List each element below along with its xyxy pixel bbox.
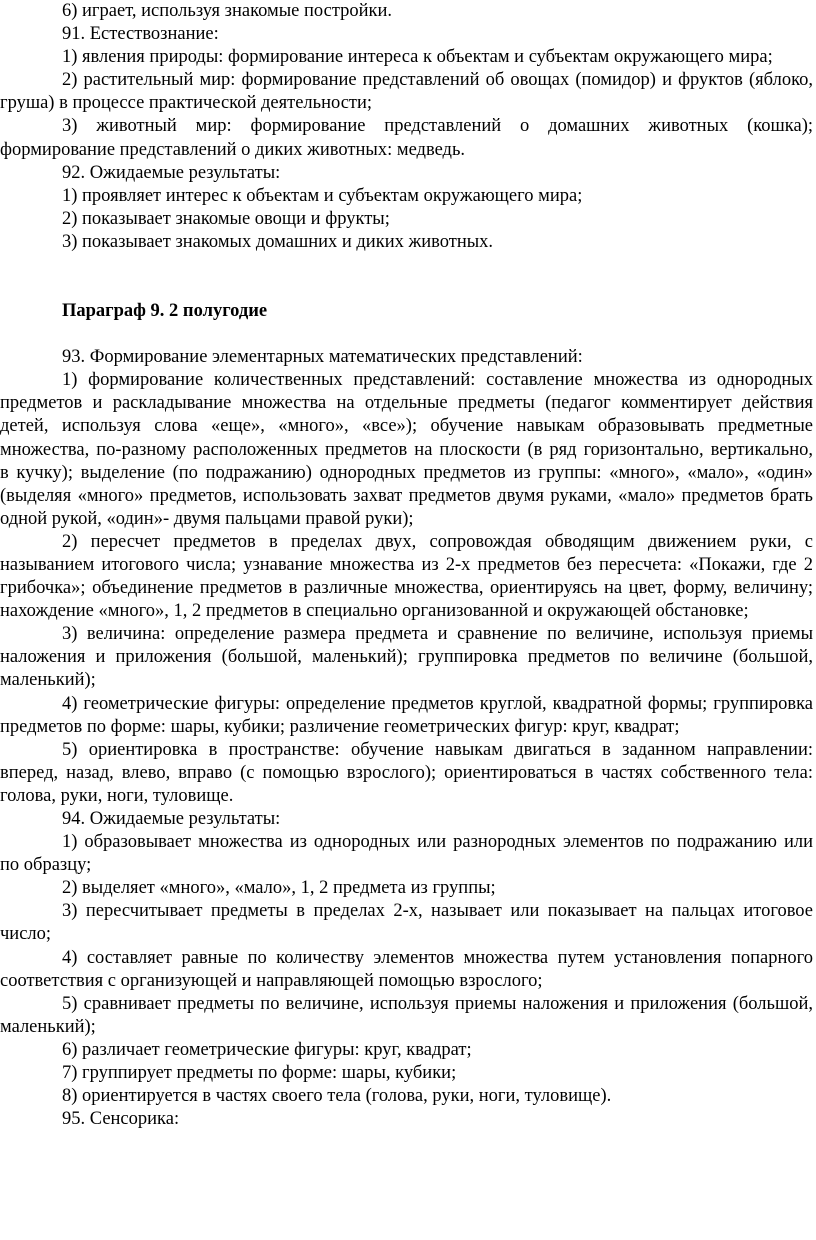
paragraph-94-title: 94. Ожидаемые результаты: (62, 809, 281, 829)
paragraph-94-item-7: 7) группирует предметы по форме: шары, кубики; (62, 1063, 457, 1084)
paragraph-93-item-1-part-2: в кучку); выделение (по подражанию) однородных предметов из группы: «много», «мало», «один» (выделяя «много» предметов, использовать захват предметов двумя руками, «мало» предметов брать одной рукой, «один»- двумя пальцами правой руки); (0, 462, 813, 529)
paragraph-94-item-8: 8) ориентируется в частях своего тела (голова, руки, ноги, туловище). (62, 1086, 612, 1107)
spacer (0, 254, 813, 300)
paragraph-94-item-3: 3) пересчитывает предметы в пределах 2-х, называет или показывает на пальцах итоговое число; (0, 901, 813, 945)
paragraph-92-item-1: 1) проявляет интерес к объектам и субъектам окружающего мира; (62, 185, 583, 206)
paragraph-91-item-3: 3) животный мир: формирование представлений о домашних животных (кошка); формирование представлений о диких животных: медведь. (0, 116, 813, 160)
paragraph-93-item-3: 3) величина: определение размера предмета и сравнение по величине, используя приемы наложения и приложения (большой, маленький); группировка предметов по величине (большой, маленький); (0, 624, 813, 691)
paragraph-94-item-6: 6) различает геометрические фигуры: круг, квадрат; (62, 1039, 472, 1060)
paragraph-94-item-4: 4) составляет равные по количеству элементов множества путем установления попарного соответствия с организующей и направляющей помощью взрослого; (0, 947, 813, 991)
paragraph-93-item-5: 5) ориентировка в пространстве: обучение навыкам двигаться в заданном направлении: вперед, назад, влево, вправо (с помощью взрослого); ориентироваться в частях собственного тела: голова, руки, ноги, туловище. (0, 739, 813, 806)
paragraph-91-item-2: 2) растительный мир: формирование представлений об овощах (помидор) и фруктов (яблоко, груша) в процессе практической деятельности; (0, 70, 813, 114)
paragraph-92-title: 92. Ожидаемые результаты: (62, 162, 281, 183)
paragraph-95-title: 95. Сенсорика: (62, 1109, 180, 1130)
paragraph-92-item-3: 3) показывает знакомых домашних и диких животных. (62, 231, 494, 252)
paragraph-94-item-5: 5) сравнивает предметы по величине, используя приемы наложения и приложения (большой, маленький); (0, 993, 813, 1037)
paragraph-93-item-1-part-1: 1) формирование количественных представлений: составление множества из однородных предметов и раскладывание множества на отдельные предметы (педагог комментирует действия детей, используя слова «еще», «много», «все»); обучение навыкам образовывать предметные множества, по-разному расположенных предметов на плоскости (в ряд горизонтально, вертикально, (0, 370, 813, 460)
paragraph-94-item-2: 2) выделяет «много», «мало», 1, 2 предмета из группы; (62, 878, 496, 899)
paragraph-93-item-2: 2) пересчет предметов в пределах двух, сопровождая обводящим движением руки, с называнием итогового числа; узнавание множества из 2-х предметов без пересчета: «Покажи, где 2 грибочка»; объединение предметов в различные множества, ориентируясь на цвет, форму, величину; нахождение «много», 1, 2 предметов в специально организованной и окружающей обстановке; (0, 531, 813, 622)
paragraph-91-item-6: 6) играет, используя знакомые постройки. (62, 1, 393, 21)
paragraph-91-title: 91. Естествознание: (62, 24, 219, 45)
paragraph-93-title: 93. Формирование элементарных математических представлений: (62, 347, 583, 368)
spacer (0, 323, 813, 346)
paragraph-92-item-2: 2) показывает знакомые овощи и фрукты; (62, 208, 390, 229)
paragraph-94-item-1: 1) образовывает множества из однородных или разнородных элементов по подражанию или по образцу; (0, 832, 813, 876)
paragraph-93-item-4: 4) геометрические фигуры: определение предметов круглой, квадратной формы; группировка предметов по форме: шары, кубики; различение геометрических фигур: круг, квадрат; (0, 693, 813, 737)
paragraph-91-item-1: 1) явления природы: формирование интереса к объектам и субъектам окружающего мира; (62, 47, 773, 68)
section-heading: Параграф 9. 2 полугодие (62, 301, 268, 322)
